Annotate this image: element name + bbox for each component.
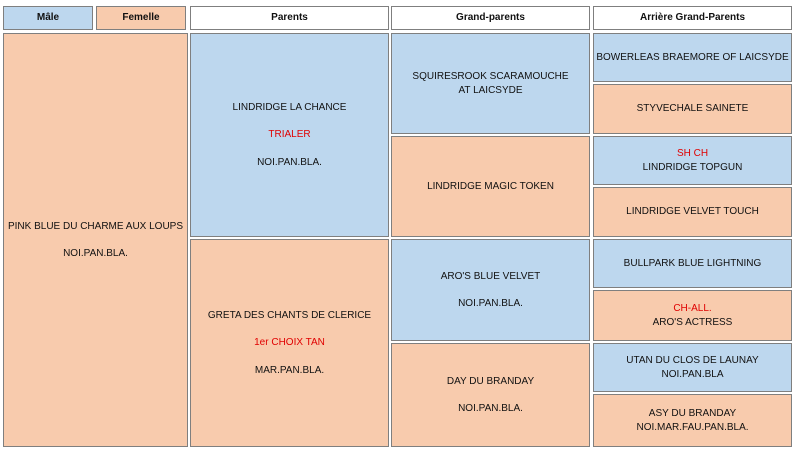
grandparent-2-name: LINDRIDGE MAGIC TOKEN — [427, 180, 554, 192]
great-grandparent-5-name: BULLPARK BLUE LIGHTNING — [623, 257, 762, 269]
great-grandparent-7-name: UTAN DU CLOS DE LAUNAY — [626, 355, 759, 366]
great-grandparent-2-name: STYVECHALE SAINETE — [636, 103, 749, 115]
grandparent-4 — [391, 343, 590, 447]
grandparent-3 — [391, 239, 590, 341]
great-grandparent-6-title: CH-ALL. — [673, 303, 712, 314]
great-grandparent-7 — [593, 343, 792, 392]
header-male: Mâle — [3, 6, 93, 30]
great-grandparent-7-color: NOI.PAN.BLA — [661, 368, 724, 380]
great-grandparent-1-name: BOWERLEAS BRAEMORE OF LAICSYDE — [596, 51, 789, 63]
great-grandparent-4 — [593, 187, 792, 237]
subject-cell — [3, 33, 188, 447]
parent-dam-color: MAR.PAN.BLA. — [254, 364, 325, 376]
grandparent-4-color: NOI.PAN.BLA. — [458, 403, 523, 414]
great-grandparent-8-name: ASY DU BRANDAY — [648, 408, 737, 419]
grandparent-3-name: ARO'S BLUE VELVET — [440, 270, 541, 282]
header-female: Femelle — [96, 6, 186, 30]
grandparent-1-name-line1: SQUIRESROOK SCARAMOUCHE — [412, 71, 569, 82]
parent-dam-name: GRETA DES CHANTS DE CLERICE — [207, 309, 372, 321]
header-great-grandparents: Arrière Grand-Parents — [593, 6, 792, 30]
grandparent-3-color: NOI.PAN.BLA. — [458, 298, 523, 309]
header-grandparents: Grand-parents — [391, 6, 590, 30]
grandparent-4-name: DAY DU BRANDAY — [446, 375, 535, 387]
header-parents: Parents — [190, 6, 389, 30]
great-grandparent-3-name: LINDRIDGE TOPGUN — [642, 161, 743, 173]
great-grandparent-6 — [593, 290, 792, 341]
parent-dam-title: 1er CHOIX TAN — [254, 337, 325, 349]
subject-name: PINK BLUE DU CHARME AUX LOUPS — [7, 220, 184, 232]
parent-sire-title: TRIALER — [268, 129, 311, 141]
great-grandparent-1 — [593, 33, 792, 82]
great-grandparent-8 — [593, 394, 792, 447]
great-grandparent-6-name: ARO'S ACTRESS — [652, 316, 733, 328]
great-grandparent-3-title: SH CH — [676, 148, 709, 159]
parent-dam — [190, 239, 389, 447]
great-grandparent-8-color: NOI.MAR.FAU.PAN.BLA. — [636, 421, 749, 433]
great-grandparent-4-name: LINDRIDGE VELVET TOUCH — [626, 206, 759, 218]
grandparent-1 — [391, 33, 590, 134]
great-grandparent-3 — [593, 136, 792, 185]
great-grandparent-2 — [593, 84, 792, 134]
parent-sire-name: LINDRIDGE LA CHANCE — [232, 101, 347, 113]
grandparent-2 — [391, 136, 590, 237]
subject-color: NOI.PAN.BLA. — [63, 248, 128, 259]
parent-sire — [190, 33, 389, 237]
parent-sire-color: NOI.PAN.BLA. — [257, 156, 322, 168]
grandparent-1-name-line2: AT LAICSYDE — [458, 84, 523, 96]
great-grandparent-5 — [593, 239, 792, 288]
